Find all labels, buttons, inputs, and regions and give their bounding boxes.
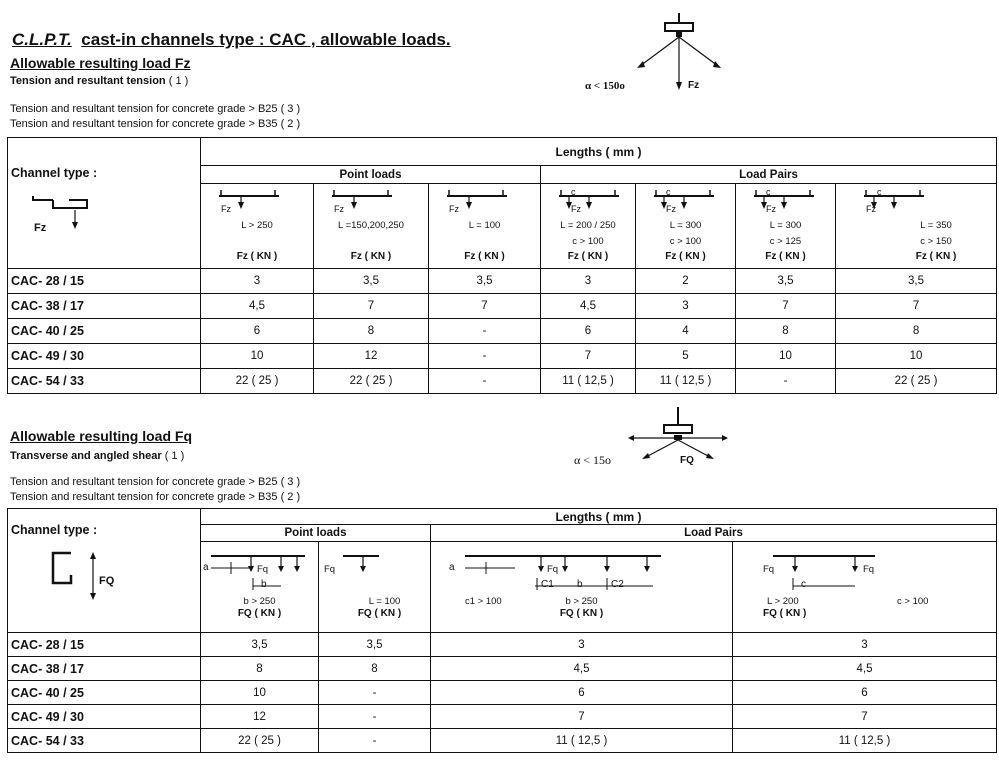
fq-value-cell: 11 ( 12,5 ) <box>431 729 733 753</box>
fz-value-cell: 11 ( 12,5 ) <box>636 369 736 394</box>
table-row <box>8 294 997 319</box>
fz-row-label: CAC- 40 / 25 <box>8 319 201 344</box>
fz-note-b35: Tension and resultant tension for concrete grade > B35 ( 2 ) <box>10 118 301 130</box>
fq-col3-a: a <box>449 562 455 573</box>
fz-column-6 <box>736 184 836 269</box>
fz-value-cell: 11 ( 12,5 ) <box>541 369 636 394</box>
fq-col-pairs-l200 <box>733 542 997 633</box>
fz-value-cell: 7 <box>429 294 541 319</box>
fz-group-load-pairs: Load Pairs <box>541 166 997 184</box>
title-prefix: C.L.P.T. <box>12 30 72 49</box>
fq-table <box>7 508 997 753</box>
fz-note-b25: Tension and resultant tension for concrete grade > B25 ( 3 ) <box>10 103 301 115</box>
fz-row-label: CAC- 38 / 17 <box>8 294 201 319</box>
table-row <box>8 344 997 369</box>
fz-force-label: Fz <box>688 80 700 91</box>
fz-column-2-length: L =150,200,250 <box>338 220 404 231</box>
fq-channel-type-cell <box>8 509 201 633</box>
fz-value-cell: 3,5 <box>836 269 997 294</box>
fz-column-6-spacing: c > 125 <box>769 236 802 247</box>
fq-col4-c: c <box>801 579 806 590</box>
fz-value-cell: 3 <box>541 269 636 294</box>
fz-channel-icon-label: Fz <box>34 222 47 234</box>
fz-value-cell: 7 <box>836 294 997 319</box>
fz-value-cell: 7 <box>736 294 836 319</box>
document-title <box>12 30 451 50</box>
fz-channel-type-cell <box>8 138 201 269</box>
fz-value-cell: 22 ( 25 ) <box>314 369 429 394</box>
fq-channel-type-label: Channel type : <box>11 523 98 537</box>
fz-column-7 <box>836 184 997 269</box>
fz-column-5-force: Fz <box>666 204 676 214</box>
fz-column-3-length: L = 100 <box>468 220 501 231</box>
fq-col3-cond: b > 250 <box>565 596 598 607</box>
fq-heading: Allowable resulting load Fq <box>10 428 193 444</box>
fz-table <box>7 137 997 394</box>
table-row <box>8 729 997 753</box>
fz-column-7-unit: Fz ( KN ) <box>915 251 957 262</box>
fq-value-cell: 11 ( 12,5 ) <box>733 729 997 753</box>
fq-col3-c1: C1 <box>541 579 554 590</box>
fz-column-5-c-label: c <box>666 187 671 197</box>
fz-value-cell: 3 <box>636 294 736 319</box>
fq-col2-cond: L = 100 <box>368 596 401 607</box>
fz-value-cell: 2 <box>636 269 736 294</box>
fz-column-4-c-label: c <box>571 187 576 197</box>
fz-row-label: CAC- 54 / 33 <box>8 369 201 394</box>
fz-column-2 <box>314 184 429 269</box>
fz-value-cell: 6 <box>541 319 636 344</box>
fq-value-cell: 10 <box>201 681 319 705</box>
fq-col3-fq: Fq <box>547 564 559 575</box>
fz-value-cell: - <box>429 344 541 369</box>
fz-value-cell: 10 <box>836 344 997 369</box>
fz-force-diagram <box>610 8 750 98</box>
fq-note-b25: Tension and resultant tension for concrete grade > B25 ( 3 ) <box>10 476 301 488</box>
fz-subheading: Tension and resultant tension ( 1 ) <box>10 75 189 87</box>
fz-value-cell: 3 <box>201 269 314 294</box>
fq-row-label: CAC- 54 / 33 <box>8 729 201 753</box>
fq-lengths-header: Lengths ( mm ) <box>201 509 997 525</box>
fz-value-cell: 5 <box>636 344 736 369</box>
fz-value-cell: - <box>736 369 836 394</box>
fq-col4-cond: L > 200 <box>767 596 799 607</box>
table-row <box>8 705 997 729</box>
fz-column-1-unit: Fz ( KN ) <box>236 251 278 262</box>
fz-heading: Allowable resulting load Fz <box>10 55 191 71</box>
fz-column-5-length: L = 300 <box>669 220 702 231</box>
fz-value-cell: 10 <box>736 344 836 369</box>
fz-value-cell: - <box>429 319 541 344</box>
fz-column-5-spacing: c > 100 <box>669 236 702 247</box>
fz-column-4-diagram <box>551 186 641 216</box>
fq-col3-b: b <box>577 579 583 590</box>
fq-col-point-b250 <box>201 542 319 633</box>
fz-column-6-unit: Fz ( KN ) <box>765 251 806 262</box>
fq-col2-diagram <box>319 542 431 582</box>
fz-value-cell: 8 <box>736 319 836 344</box>
fz-value-cell: 3,5 <box>314 269 429 294</box>
fz-column-7-length: L = 350 <box>920 220 952 231</box>
fq-value-cell: 22 ( 25 ) <box>201 729 319 753</box>
table-row <box>8 633 997 657</box>
fq-value-cell: 4,5 <box>733 657 997 681</box>
table-row <box>8 319 997 344</box>
fq-row-label: CAC- 28 / 15 <box>8 633 201 657</box>
fz-value-cell: 22 ( 25 ) <box>201 369 314 394</box>
fq-value-cell: - <box>319 681 431 705</box>
fq-col1-cond: b > 250 <box>243 596 276 607</box>
fz-column-7-spacing: c > 150 <box>920 236 952 247</box>
fz-column-2-force: Fz <box>334 204 344 214</box>
fz-column-7-force: Fz <box>866 204 876 214</box>
fz-value-cell: 8 <box>314 319 429 344</box>
fz-channel-type-label: Channel type : <box>11 166 98 180</box>
fz-column-1 <box>201 184 314 269</box>
fz-column-7-c-label: c <box>877 187 882 197</box>
fz-value-cell: 6 <box>201 319 314 344</box>
fq-col1-a: a <box>203 562 209 573</box>
fq-value-cell: 3 <box>431 633 733 657</box>
fz-value-cell: 3,5 <box>429 269 541 294</box>
fq-col2-fq: Fq <box>324 564 336 575</box>
fq-col4-fq-right: Fq <box>863 564 875 575</box>
fz-column-2-unit: Fz ( KN ) <box>350 251 392 262</box>
fz-value-cell: 7 <box>314 294 429 319</box>
table-row <box>8 657 997 681</box>
fz-column-4 <box>541 184 636 269</box>
fz-column-4-force: Fz <box>571 204 581 214</box>
fq-channel-icon-label: FQ <box>99 575 115 587</box>
fz-alpha-label: α < 150o <box>585 80 625 92</box>
fq-col2-unit: FQ ( KN ) <box>357 608 402 619</box>
fq-col1-unit: FQ ( KN ) <box>237 608 282 619</box>
fq-value-cell: 3,5 <box>319 633 431 657</box>
fz-column-4-spacing: c > 100 <box>572 236 604 247</box>
fz-column-4-length: L = 200 / 250 <box>560 220 616 231</box>
fq-col3-unit: FQ ( KN ) <box>559 608 604 619</box>
fz-column-6-length: L = 300 <box>769 220 802 231</box>
fq-col1-b: b <box>261 579 267 590</box>
fz-column-3-force: Fz <box>449 204 459 214</box>
fq-alpha-label: α < 15o <box>574 453 612 467</box>
fz-value-cell: - <box>429 369 541 394</box>
fq-note-b35: Tension and resultant tension for concrete grade > B35 ( 2 ) <box>10 491 301 503</box>
fz-value-cell: 10 <box>201 344 314 369</box>
fq-row-label: CAC- 40 / 25 <box>8 681 201 705</box>
fz-column-3 <box>429 184 541 269</box>
fq-value-cell: - <box>319 729 431 753</box>
table-row <box>8 681 997 705</box>
fz-column-5-unit: Fz ( KN ) <box>665 251 706 262</box>
fq-value-cell: 7 <box>431 705 733 729</box>
fq-col4-fq-left: Fq <box>763 564 775 575</box>
fq-value-cell: 3 <box>733 633 997 657</box>
fz-column-5 <box>636 184 736 269</box>
fz-column-4-unit: Fz ( KN ) <box>567 251 609 262</box>
fq-group-load-pairs: Load Pairs <box>431 525 997 542</box>
fq-col3-c2: C2 <box>611 579 624 590</box>
fz-column-3-unit: Fz ( KN ) <box>464 251 505 262</box>
fz-column-1-length: L > 250 <box>241 220 273 231</box>
fq-subheading: Transverse and angled shear ( 1 ) <box>10 450 185 462</box>
table-row <box>8 269 997 294</box>
fq-value-cell: 4,5 <box>431 657 733 681</box>
fz-group-point-loads: Point loads <box>201 166 541 184</box>
fq-value-cell: - <box>319 705 431 729</box>
fq-value-cell: 8 <box>201 657 319 681</box>
fq-col3-cond-left: c1 > 100 <box>465 596 502 607</box>
fz-value-cell: 4,5 <box>541 294 636 319</box>
fz-column-5-diagram <box>646 186 736 216</box>
fq-value-cell: 8 <box>319 657 431 681</box>
fz-column-1-force: Fz <box>221 204 231 214</box>
fq-col-pairs-b250 <box>431 542 733 633</box>
fq-value-cell: 6 <box>733 681 997 705</box>
fz-column-6-diagram <box>746 186 836 216</box>
fq-col4-unit: FQ ( KN ) <box>763 608 807 619</box>
fq-value-cell: 12 <box>201 705 319 729</box>
fz-value-cell: 7 <box>541 344 636 369</box>
fq-row-label: CAC- 38 / 17 <box>8 657 201 681</box>
fq-force-label: FQ <box>680 455 694 466</box>
fz-column-6-force: Fz <box>766 204 776 214</box>
fz-value-cell: 4 <box>636 319 736 344</box>
fz-value-cell: 12 <box>314 344 429 369</box>
fq-col4-cond-right: c > 100 <box>897 596 929 607</box>
fz-value-cell: 4,5 <box>201 294 314 319</box>
fq-value-cell: 3,5 <box>201 633 319 657</box>
fz-row-label: CAC- 28 / 15 <box>8 269 201 294</box>
title-text: cast-in channels type : CAC , allowable loads. <box>81 30 451 49</box>
fq-value-cell: 6 <box>431 681 733 705</box>
table-row <box>8 369 997 394</box>
fz-value-cell: 3,5 <box>736 269 836 294</box>
fq-group-point-loads: Point loads <box>201 525 431 542</box>
fz-column-6-c-label: c <box>766 187 771 197</box>
fq-value-cell: 7 <box>733 705 997 729</box>
fz-row-label: CAC- 49 / 30 <box>8 344 201 369</box>
fz-value-cell: 8 <box>836 319 997 344</box>
fz-value-cell: 22 ( 25 ) <box>836 369 997 394</box>
fq-col-point-l100 <box>319 542 431 633</box>
fq-row-label: CAC- 49 / 30 <box>8 705 201 729</box>
fz-lengths-header: Lengths ( mm ) <box>201 138 997 166</box>
fq-col1-fq: Fq <box>257 564 269 575</box>
